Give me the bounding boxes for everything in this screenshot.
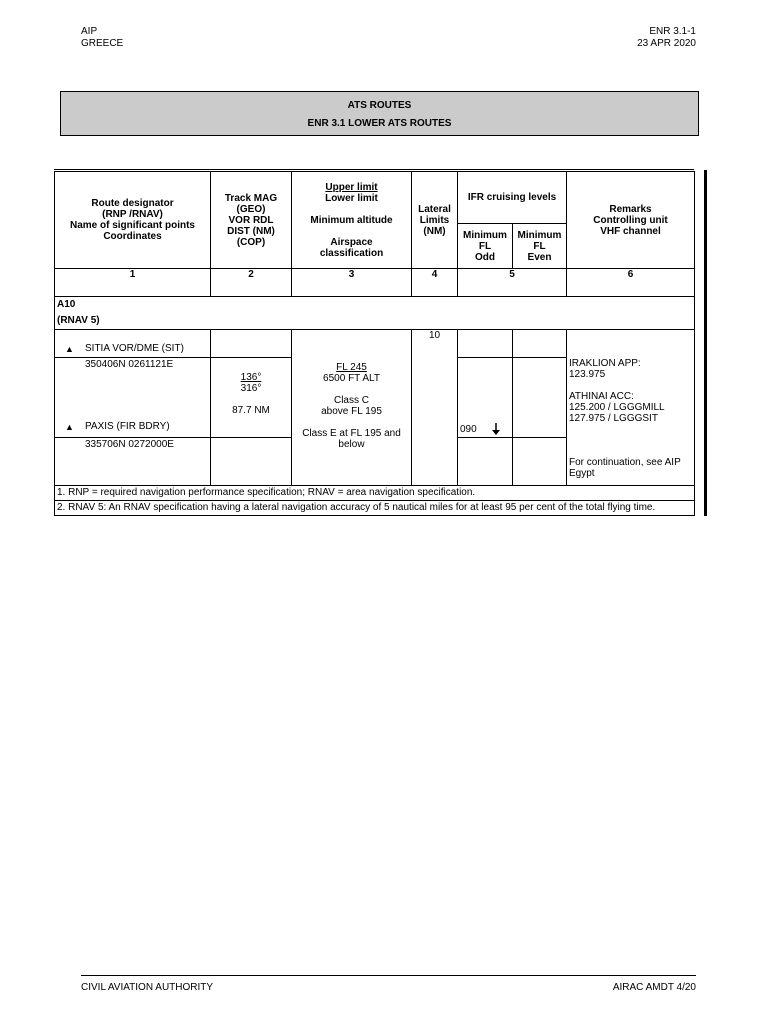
- table-top-rule: [54, 169, 694, 170]
- point2: [57, 420, 208, 434]
- point2-name: PAXIS (FIR BDRY): [85, 421, 170, 432]
- min-fl-odd-cell: [458, 358, 513, 438]
- section-title-box: [60, 91, 699, 136]
- remarks-freq1: 123.975: [569, 369, 606, 380]
- section-subtitle: ENR 3.1 LOWER ATS ROUTES: [307, 118, 452, 129]
- col-number: 3: [292, 269, 412, 297]
- point2-coords: 335706N 0272000E: [85, 439, 174, 450]
- col-number: 6: [567, 269, 695, 297]
- class-c-note: above FL 195: [321, 406, 382, 417]
- route-name: A10: [57, 299, 76, 310]
- header-col4: Lateral Limits (NM): [412, 172, 458, 269]
- note-row: [55, 486, 695, 501]
- col-number: 5: [458, 269, 567, 297]
- min-fl-odd: 090: [460, 424, 477, 436]
- section-title: ATS ROUTES: [347, 100, 412, 111]
- footer-amendment: AIRAC AMDT 4/20: [612, 982, 696, 993]
- remarks-unit2: ATHINAI ACC:: [569, 391, 634, 402]
- header-col3: Upper limit Lower limit Minimum altitude Airspace classification: [292, 172, 412, 269]
- ats-routes-table: [54, 171, 695, 516]
- header-right: [637, 26, 696, 50]
- track-cell: [211, 358, 292, 438]
- remarks-freq2b: 127.975 / LGGGSIT: [569, 413, 658, 424]
- class-e-note: below: [338, 439, 365, 450]
- header-left: [81, 26, 123, 50]
- distance: 87.7 NM: [232, 405, 270, 416]
- note-1: 1. RNP = required navigation performance specification; RNAV = area navigation specification.: [55, 486, 695, 501]
- upper-limit: FL 245: [336, 362, 367, 373]
- route-nav-spec: (RNAV 5): [57, 315, 100, 326]
- header-col5a: Minimum FL Odd: [458, 224, 513, 269]
- point1-name: SITIA VOR/DME (SIT): [85, 343, 184, 354]
- remarks-cell: [567, 330, 695, 486]
- remarks-unit1: IRAKLION APP:: [569, 358, 641, 369]
- continuation-note: For continuation, see AIP Egypt: [569, 457, 681, 479]
- lower-limit: 6500 FT ALT: [323, 373, 380, 384]
- header-row: [55, 172, 695, 224]
- track-outbound: 136°: [240, 372, 262, 383]
- track-inbound: 316°: [240, 383, 262, 394]
- header-col5b: Minimum FL Even: [513, 224, 567, 269]
- footer-rule: [81, 975, 696, 976]
- point1-cell: [55, 330, 211, 358]
- remarks-freq2a: 125.200 / LGGGMILL: [569, 402, 665, 413]
- note-row: [55, 501, 695, 516]
- col-number: 1: [55, 269, 211, 297]
- compulsory-reporting-point-icon: ▲: [65, 344, 74, 354]
- header-col2: Track MAG (GEO) VOR RDL DIST (NM) (COP): [211, 172, 292, 269]
- col-number: 2: [211, 269, 292, 297]
- point2-cell: [55, 438, 211, 486]
- route-row-point1: [55, 330, 695, 358]
- point1-coords: 350406N 0261121E: [85, 359, 174, 370]
- header-col1: Route designator (RNP /RNAV) Name of significant points Coordinates: [55, 172, 211, 269]
- class-e: Class E at FL 195 and: [302, 428, 401, 439]
- class-c: Class C: [333, 395, 369, 406]
- footer-authority: CIVIL AVIATION AUTHORITY: [81, 982, 214, 993]
- amendment-bar: [704, 170, 707, 516]
- header-aip: AIP: [81, 26, 98, 37]
- col-number: 4: [412, 269, 458, 297]
- header-col6: Remarks Controlling unit VHF channel: [567, 172, 695, 269]
- arrow-down-icon: [491, 423, 501, 436]
- header-col5: IFR cruising levels: [458, 172, 567, 224]
- header-country: GREECE: [81, 38, 124, 49]
- header-page-ref: ENR 3.1-1: [649, 26, 696, 37]
- limits-cell: [292, 330, 412, 486]
- route-designator-row: [55, 297, 695, 330]
- lateral-limit: 10: [412, 330, 458, 486]
- point1: [57, 342, 208, 356]
- note-2: 2. RNAV 5: An RNAV specification having a lateral navigation accuracy of 5 nautical miles for at least 95 per cent of the total flying time.: [55, 501, 695, 516]
- route-designator: [55, 297, 695, 330]
- compulsory-reporting-point-icon: ▲: [65, 422, 74, 432]
- segment-cell: [55, 358, 211, 438]
- column-number-row: [55, 269, 695, 297]
- header-date: 23 APR 2020: [637, 38, 696, 49]
